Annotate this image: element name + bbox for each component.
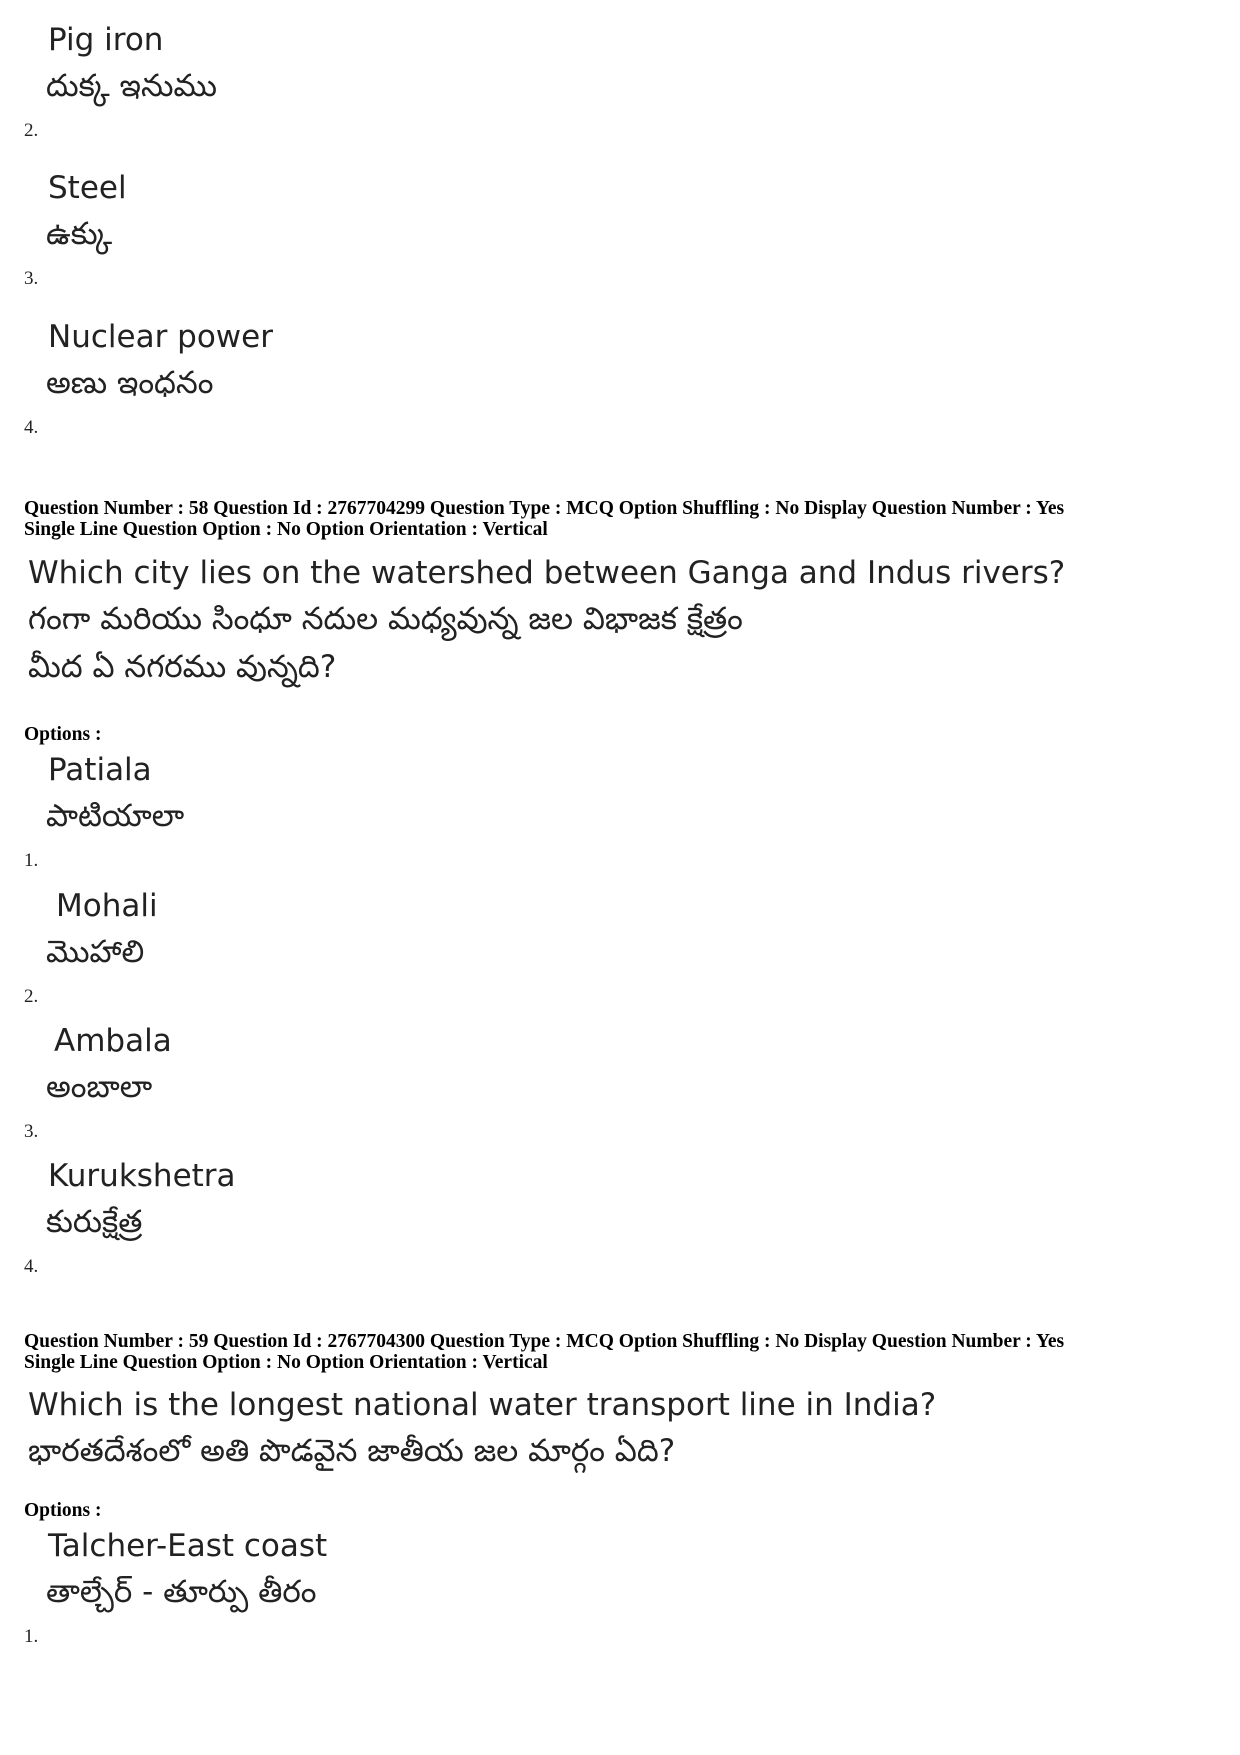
question-english-text: Which city lies on the watershed between Ganga and Indus rivers? — [28, 555, 1066, 591]
question-58-text — [28, 550, 1065, 690]
question-meta-line-1: Question Number : 59 Question Id : 2767704300 Question Type : MCQ Option Shuffling : No Display Question Number : Yes — [24, 1331, 1065, 1352]
question-telugu-text-line-1: గంగా మరియు సింధూ నదుల మధ్యవున్న జల విభాజక క్షేత్రం — [28, 601, 743, 637]
option-number: 4. — [24, 417, 39, 438]
question-meta-line-2: Single Line Question Option : No Option Orientation : Vertical — [24, 519, 548, 540]
option-number: 4. — [24, 1256, 39, 1277]
option-english-text: Steel — [48, 170, 127, 206]
option-3-ambala — [24, 1023, 724, 1143]
option-english-text: Ambala — [54, 1023, 172, 1059]
option-telugu-text: అణు ఇంధనం — [46, 365, 214, 401]
option-telugu-text: దుక్క ఇనుము — [46, 68, 217, 104]
option-telugu-text: అంబాలా — [46, 1069, 153, 1105]
option-2-mohali — [24, 888, 724, 1008]
option-2-pig-iron — [24, 22, 724, 142]
option-telugu-text: ఉక్కు — [46, 216, 113, 252]
options-label: Options : — [24, 724, 102, 745]
option-3-steel — [24, 170, 724, 290]
option-telugu-text: కురుక్షేత్ర — [46, 1204, 143, 1240]
option-telugu-text: తాల్చేర్ - తూర్పు తీరం — [46, 1574, 317, 1610]
option-english-text: Pig iron — [48, 22, 164, 58]
option-4-nuclear-power — [24, 319, 724, 439]
question-meta-line-1: Question Number : 58 Question Id : 2767704299 Question Type : MCQ Option Shuffling : No Display Question Number : Yes — [24, 498, 1065, 519]
option-number: 3. — [24, 1121, 39, 1142]
question-telugu-text-line-2: మీద ఏ నగరము వున్నది? — [28, 649, 337, 685]
question-59-meta — [24, 1331, 1064, 1373]
option-number: 3. — [24, 268, 39, 289]
option-4-kurukshetra — [24, 1158, 724, 1278]
option-number: 1. — [24, 1626, 39, 1647]
option-1-talcher-east-coast — [24, 1528, 724, 1648]
option-telugu-text: పాటియాలా — [46, 798, 185, 834]
option-english-text: Kurukshetra — [48, 1158, 236, 1194]
option-number: 2. — [24, 986, 39, 1007]
question-meta-line-2: Single Line Question Option : No Option Orientation : Vertical — [24, 1352, 548, 1373]
option-english-text: Mohali — [56, 888, 158, 924]
option-english-text: Talcher-East coast — [48, 1528, 328, 1564]
option-number: 2. — [24, 120, 39, 141]
question-59-text — [28, 1382, 936, 1474]
question-telugu-text-line-1: భారతదేశంలో అతి పొడవైన జాతీయ జల మార్గం ఏది? — [28, 1433, 676, 1469]
question-english-text: Which is the longest national water transport line in India? — [28, 1387, 937, 1423]
option-telugu-text: మొహాలి — [46, 934, 145, 970]
option-english-text: Patiala — [48, 752, 152, 788]
option-1-patiala — [24, 752, 724, 872]
question-58-meta — [24, 498, 1064, 540]
option-number: 1. — [24, 850, 39, 871]
options-label: Options : — [24, 1500, 102, 1521]
option-english-text: Nuclear power — [48, 319, 273, 355]
